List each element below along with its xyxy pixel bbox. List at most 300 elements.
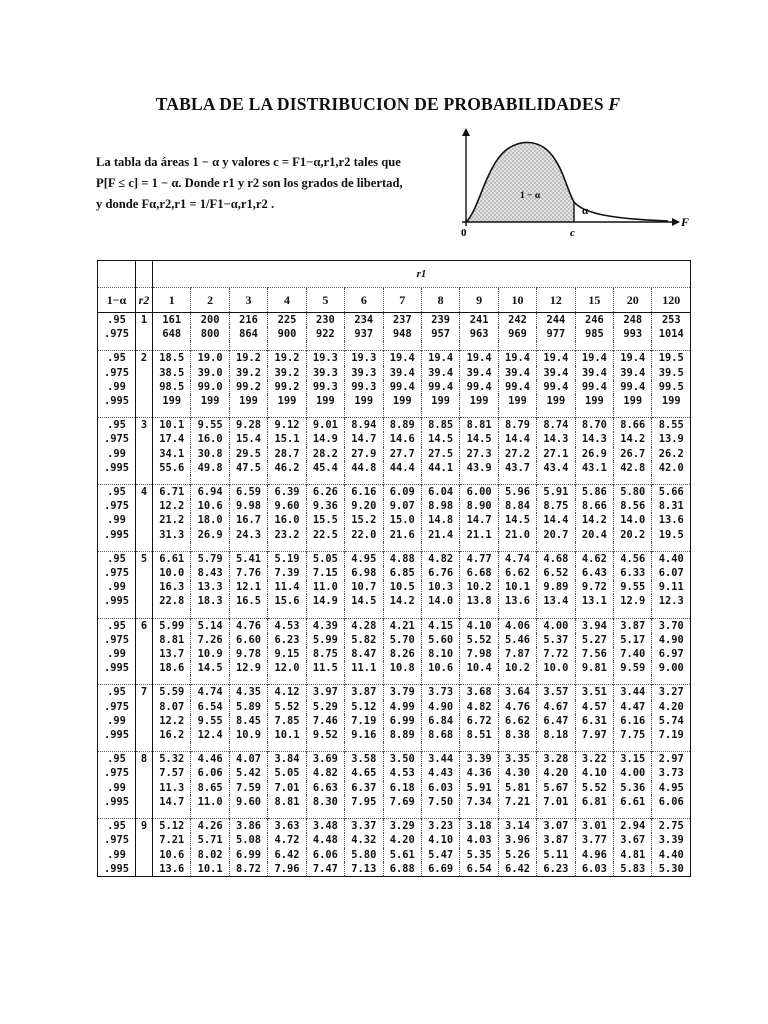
value-cell: 3.73	[421, 685, 459, 700]
value-cell: 26.2	[652, 447, 691, 461]
value-cell: 6.16	[345, 485, 383, 500]
value-cell: 3.67	[614, 833, 652, 847]
value-cell: 19.4	[383, 351, 421, 366]
value-cell: 27.3	[460, 447, 498, 461]
r1-col-header: 8	[421, 288, 459, 313]
value-cell: 3.57	[537, 685, 575, 700]
table-row	[98, 380, 691, 394]
value-cell: 3.68	[460, 685, 498, 700]
value-cell: 8.84	[498, 499, 536, 513]
table-row	[98, 833, 691, 847]
value-cell: 6.06	[652, 795, 691, 809]
value-cell: 4.82	[306, 766, 344, 780]
value-cell: 17.4	[153, 432, 191, 446]
r1-col-header: 2	[191, 288, 229, 313]
r1-col-header: 6	[345, 288, 383, 313]
intro-line-1: La tabla da áreas 1 − α y valores c = F1−α,r1,r2 tales que	[96, 155, 401, 169]
value-cell: 98.5	[153, 380, 191, 394]
value-cell: 4.53	[268, 618, 306, 633]
value-cell: 19.4	[460, 351, 498, 366]
value-cell: 4.74	[498, 551, 536, 566]
value-cell: 3.63	[268, 819, 306, 834]
value-cell: 6.23	[537, 862, 575, 877]
value-cell: 10.4	[460, 661, 498, 675]
value-cell: 7.76	[229, 566, 267, 580]
value-cell: 3.22	[575, 752, 613, 767]
group-spacer	[98, 408, 691, 418]
intro-text	[96, 152, 466, 215]
value-cell: 9.15	[268, 647, 306, 661]
value-cell: 19.4	[498, 351, 536, 366]
value-cell: 4.21	[383, 618, 421, 633]
value-cell: 6.06	[191, 766, 229, 780]
intro-line-3: y donde Fα,r2,r1 = 1/F1−α,r1,r2 .	[96, 197, 275, 211]
value-cell: 6.09	[383, 485, 421, 500]
value-cell: 99.4	[614, 380, 652, 394]
r2-header: r2	[136, 288, 153, 313]
value-cell: 5.52	[575, 781, 613, 795]
value-cell: 15.6	[268, 594, 306, 608]
r2-cell	[136, 714, 153, 728]
value-cell: 3.94	[575, 618, 613, 633]
value-cell: 3.35	[498, 752, 536, 767]
value-cell: 45.4	[306, 461, 344, 475]
value-cell: 6.59	[229, 485, 267, 500]
value-cell: 4.00	[537, 618, 575, 633]
table-row	[98, 566, 691, 580]
value-cell: 199	[537, 394, 575, 408]
value-cell: 4.53	[383, 766, 421, 780]
value-cell: 5.70	[383, 633, 421, 647]
value-cell: 4.39	[306, 618, 344, 633]
value-cell: 8.51	[460, 728, 498, 742]
value-cell: 7.19	[652, 728, 691, 742]
alpha-cell: .995	[98, 594, 136, 608]
value-cell: 3.23	[421, 819, 459, 834]
value-cell: 199	[575, 394, 613, 408]
value-cell: 3.84	[268, 752, 306, 767]
value-cell: 6.39	[268, 485, 306, 500]
value-cell: 9.28	[229, 418, 267, 433]
alpha-cell: .95	[98, 819, 136, 834]
value-cell: 216	[229, 313, 267, 328]
value-cell: 8.56	[614, 499, 652, 513]
value-cell: 4.46	[191, 752, 229, 767]
value-cell: 21.4	[421, 528, 459, 542]
value-cell: 10.1	[153, 418, 191, 433]
value-cell: 21.6	[383, 528, 421, 542]
value-cell: 5.12	[153, 819, 191, 834]
r1-col-header: 15	[575, 288, 613, 313]
value-cell: 800	[191, 327, 229, 341]
r1-col-header: 10	[498, 288, 536, 313]
value-cell: 12.0	[268, 661, 306, 675]
value-cell: 9.98	[229, 499, 267, 513]
value-cell: 5.83	[614, 862, 652, 877]
value-cell: 14.5	[498, 513, 536, 527]
table-row	[98, 795, 691, 809]
value-cell: 10.2	[460, 580, 498, 594]
value-cell: 199	[153, 394, 191, 408]
value-cell: 12.2	[153, 499, 191, 513]
value-cell: 20.2	[614, 528, 652, 542]
value-cell: 5.52	[268, 700, 306, 714]
value-cell: 31.3	[153, 528, 191, 542]
r1-col-header: 1	[153, 288, 191, 313]
value-cell: 42.0	[652, 461, 691, 475]
table-row	[98, 313, 691, 328]
value-cell: 16.5	[229, 594, 267, 608]
table-row	[98, 661, 691, 675]
r2-cell	[136, 580, 153, 594]
value-cell: 4.03	[460, 833, 498, 847]
value-cell: 5.29	[306, 700, 344, 714]
value-cell: 6.18	[383, 781, 421, 795]
value-cell: 4.77	[460, 551, 498, 566]
value-cell: 7.01	[268, 781, 306, 795]
value-cell: 5.74	[652, 714, 691, 728]
value-cell: 27.2	[498, 447, 536, 461]
table-row	[98, 848, 691, 862]
value-cell: 14.5	[191, 661, 229, 675]
value-cell: 13.7	[153, 647, 191, 661]
value-cell: 6.97	[652, 647, 691, 661]
r2-cell	[136, 700, 153, 714]
value-cell: 19.3	[345, 351, 383, 366]
value-cell: 4.10	[575, 766, 613, 780]
value-cell: 248	[614, 313, 652, 328]
title-variable: F	[608, 94, 621, 114]
value-cell: 14.3	[537, 432, 575, 446]
value-cell: 8.85	[421, 418, 459, 433]
value-cell: 2.97	[652, 752, 691, 767]
value-cell: 5.46	[498, 633, 536, 647]
value-cell: 34.1	[153, 447, 191, 461]
value-cell: 4.40	[652, 848, 691, 862]
alpha-cell: .975	[98, 566, 136, 580]
alpha-cell: .99	[98, 781, 136, 795]
alpha-cell: .975	[98, 700, 136, 714]
value-cell: 6.61	[614, 795, 652, 809]
value-cell: 14.4	[537, 513, 575, 527]
value-cell: 99.3	[306, 380, 344, 394]
r2-cell	[136, 447, 153, 461]
value-cell: 19.2	[268, 351, 306, 366]
table-row	[98, 513, 691, 527]
value-cell: 5.60	[421, 633, 459, 647]
value-cell: 6.76	[421, 566, 459, 580]
value-cell: 5.91	[537, 485, 575, 500]
value-cell: 4.20	[652, 700, 691, 714]
table-row	[98, 528, 691, 542]
value-cell: 5.30	[652, 862, 691, 877]
value-cell: 6.62	[498, 566, 536, 580]
value-cell: 39.4	[421, 366, 459, 380]
value-cell: 8.02	[191, 848, 229, 862]
value-cell: 5.27	[575, 633, 613, 647]
value-cell: 38.5	[153, 366, 191, 380]
table-row	[98, 461, 691, 475]
group-spacer	[98, 609, 691, 619]
alpha-cell: .95	[98, 485, 136, 500]
value-cell: 8.66	[575, 499, 613, 513]
value-cell: 5.80	[614, 485, 652, 500]
value-cell: 8.68	[421, 728, 459, 742]
value-cell: 44.8	[345, 461, 383, 475]
value-cell: 18.3	[191, 594, 229, 608]
value-cell: 30.8	[191, 447, 229, 461]
value-cell: 8.10	[421, 647, 459, 661]
value-cell: 7.21	[153, 833, 191, 847]
value-cell: 6.63	[306, 781, 344, 795]
value-cell: 4.26	[191, 819, 229, 834]
value-cell: 12.9	[614, 594, 652, 608]
r2-cell	[136, 633, 153, 647]
value-cell: 199	[383, 394, 421, 408]
value-cell: 6.03	[421, 781, 459, 795]
value-cell: 4.20	[537, 766, 575, 780]
value-cell: 199	[345, 394, 383, 408]
value-cell: 11.0	[306, 580, 344, 594]
value-cell: 22.0	[345, 528, 383, 542]
value-cell: 4.47	[614, 700, 652, 714]
value-cell: 7.69	[383, 795, 421, 809]
value-cell: 5.05	[306, 551, 344, 566]
value-cell: 12.1	[229, 580, 267, 594]
value-cell: 241	[460, 313, 498, 328]
value-cell: 99.0	[191, 380, 229, 394]
value-cell: 3.87	[537, 833, 575, 847]
value-cell: 14.3	[575, 432, 613, 446]
value-cell: 6.81	[575, 795, 613, 809]
value-cell: 993	[614, 327, 652, 341]
value-cell: 5.61	[383, 848, 421, 862]
value-cell: 3.86	[229, 819, 267, 834]
value-cell: 10.1	[498, 580, 536, 594]
value-cell: 4.74	[191, 685, 229, 700]
alpha-cell: .95	[98, 618, 136, 633]
value-cell: 8.98	[421, 499, 459, 513]
value-cell: 9.72	[575, 580, 613, 594]
value-cell: 4.76	[229, 618, 267, 633]
r2-cell	[136, 499, 153, 513]
value-cell: 16.3	[153, 580, 191, 594]
value-cell: 10.0	[537, 661, 575, 675]
r2-cell	[136, 566, 153, 580]
value-cell: 7.19	[345, 714, 383, 728]
value-cell: 5.52	[460, 633, 498, 647]
value-cell: 225	[268, 313, 306, 328]
value-cell: 26.7	[614, 447, 652, 461]
value-cell: 11.3	[153, 781, 191, 795]
origin-label: 0	[461, 227, 467, 239]
value-cell: 7.56	[575, 647, 613, 661]
value-cell: 15.4	[229, 432, 267, 446]
value-cell: 6.88	[383, 862, 421, 877]
value-cell: 5.66	[652, 485, 691, 500]
value-cell: 6.62	[498, 714, 536, 728]
table-row	[98, 580, 691, 594]
value-cell: 14.2	[383, 594, 421, 608]
r1-col-header: 120	[652, 288, 691, 313]
value-cell: 3.70	[652, 618, 691, 633]
value-cell: 2.75	[652, 819, 691, 834]
value-cell: 5.80	[345, 848, 383, 862]
value-cell: 8.89	[383, 728, 421, 742]
value-cell: 3.87	[345, 685, 383, 700]
value-cell: 15.5	[306, 513, 344, 527]
value-cell: 26.9	[191, 528, 229, 542]
value-cell: 5.71	[191, 833, 229, 847]
alpha-cell: .95	[98, 551, 136, 566]
value-cell: 8.75	[537, 499, 575, 513]
value-cell: 5.26	[498, 848, 536, 862]
value-cell: 5.17	[614, 633, 652, 647]
value-cell: 7.39	[268, 566, 306, 580]
value-cell: 19.4	[537, 351, 575, 366]
r2-cell	[136, 833, 153, 847]
value-cell: 6.71	[153, 485, 191, 500]
value-cell: 14.5	[421, 432, 459, 446]
value-cell: 9.36	[306, 499, 344, 513]
alpha-cell: .975	[98, 327, 136, 341]
group-spacer	[98, 475, 691, 485]
table-row	[98, 819, 691, 834]
table-row	[98, 366, 691, 380]
value-cell: 9.12	[268, 418, 306, 433]
r2-cell: 9	[136, 819, 153, 834]
value-cell: 21.0	[498, 528, 536, 542]
value-cell: 6.31	[575, 714, 613, 728]
value-cell: 99.4	[575, 380, 613, 394]
r2-cell	[136, 647, 153, 661]
alpha-cell: .995	[98, 661, 136, 675]
value-cell: 46.2	[268, 461, 306, 475]
value-cell: 7.01	[537, 795, 575, 809]
value-cell: 6.03	[575, 862, 613, 877]
value-cell: 4.12	[268, 685, 306, 700]
table-row	[98, 685, 691, 700]
r2-cell	[136, 513, 153, 527]
f-distribution-table	[97, 260, 691, 877]
alpha-cell: .99	[98, 647, 136, 661]
alpha-cell: .99	[98, 848, 136, 862]
r1-col-header: 9	[460, 288, 498, 313]
value-cell: 16.2	[153, 728, 191, 742]
value-cell: 99.4	[537, 380, 575, 394]
value-cell: 15.2	[345, 513, 383, 527]
value-cell: 19.5	[652, 528, 691, 542]
value-cell: 39.4	[537, 366, 575, 380]
value-cell: 199	[652, 394, 691, 408]
alpha-cell: .99	[98, 513, 136, 527]
value-cell: 4.07	[229, 752, 267, 767]
value-cell: 9.55	[191, 714, 229, 728]
value-cell: 230	[306, 313, 344, 328]
table-row	[98, 327, 691, 341]
value-cell: 4.95	[652, 781, 691, 795]
value-cell: 3.48	[306, 819, 344, 834]
table-row	[98, 418, 691, 433]
alpha-cell: .995	[98, 728, 136, 742]
value-cell: 8.75	[306, 647, 344, 661]
table-row	[98, 447, 691, 461]
value-cell: 12.4	[191, 728, 229, 742]
value-cell: 11.1	[345, 661, 383, 675]
value-cell: 21.2	[153, 513, 191, 527]
value-cell: 4.88	[383, 551, 421, 566]
value-cell: 15.1	[268, 432, 306, 446]
value-cell: 3.29	[383, 819, 421, 834]
value-cell: 27.7	[383, 447, 421, 461]
value-cell: 6.00	[460, 485, 498, 500]
value-cell: 5.89	[229, 700, 267, 714]
value-cell: 6.85	[383, 566, 421, 580]
value-cell: 4.82	[421, 551, 459, 566]
r2-cell: 6	[136, 618, 153, 633]
value-cell: 246	[575, 313, 613, 328]
value-cell: 14.7	[460, 513, 498, 527]
value-cell: 3.87	[614, 618, 652, 633]
alpha-cell: .995	[98, 394, 136, 408]
value-cell: 161	[153, 313, 191, 328]
value-cell: 10.1	[268, 728, 306, 742]
value-cell: 4.32	[345, 833, 383, 847]
table-row	[98, 499, 691, 513]
value-cell: 199	[614, 394, 652, 408]
value-cell: 7.87	[498, 647, 536, 661]
value-cell: 27.9	[345, 447, 383, 461]
value-cell: 9.00	[652, 661, 691, 675]
value-cell: 7.72	[537, 647, 575, 661]
value-cell: 9.11	[652, 580, 691, 594]
value-cell: 4.06	[498, 618, 536, 633]
value-cell: 19.2	[229, 351, 267, 366]
r2-cell	[136, 432, 153, 446]
value-cell: 43.9	[460, 461, 498, 475]
value-cell: 14.9	[306, 432, 344, 446]
value-cell: 8.30	[306, 795, 344, 809]
value-cell: 3.64	[498, 685, 536, 700]
value-cell: 39.4	[498, 366, 536, 380]
table-row	[98, 594, 691, 608]
table-row	[98, 647, 691, 661]
value-cell: 14.7	[345, 432, 383, 446]
value-cell: 234	[345, 313, 383, 328]
table-row	[98, 351, 691, 366]
table-row	[98, 618, 691, 633]
value-cell: 39.4	[614, 366, 652, 380]
value-cell: 16.7	[229, 513, 267, 527]
value-cell: 4.40	[652, 551, 691, 566]
value-cell: 12.9	[229, 661, 267, 675]
value-cell: 5.32	[153, 752, 191, 767]
value-cell: 43.4	[537, 461, 575, 475]
table-row	[98, 728, 691, 742]
value-cell: 3.51	[575, 685, 613, 700]
value-cell: 4.99	[383, 700, 421, 714]
alpha-cell: .975	[98, 833, 136, 847]
value-cell: 14.0	[421, 594, 459, 608]
r1-col-header: 7	[383, 288, 421, 313]
value-cell: 6.68	[460, 566, 498, 580]
r2-cell	[136, 862, 153, 877]
value-cell: 4.68	[537, 551, 575, 566]
value-cell: 963	[460, 327, 498, 341]
value-cell: 10.9	[229, 728, 267, 742]
value-cell: 14.6	[383, 432, 421, 446]
alpha-cell: .995	[98, 461, 136, 475]
